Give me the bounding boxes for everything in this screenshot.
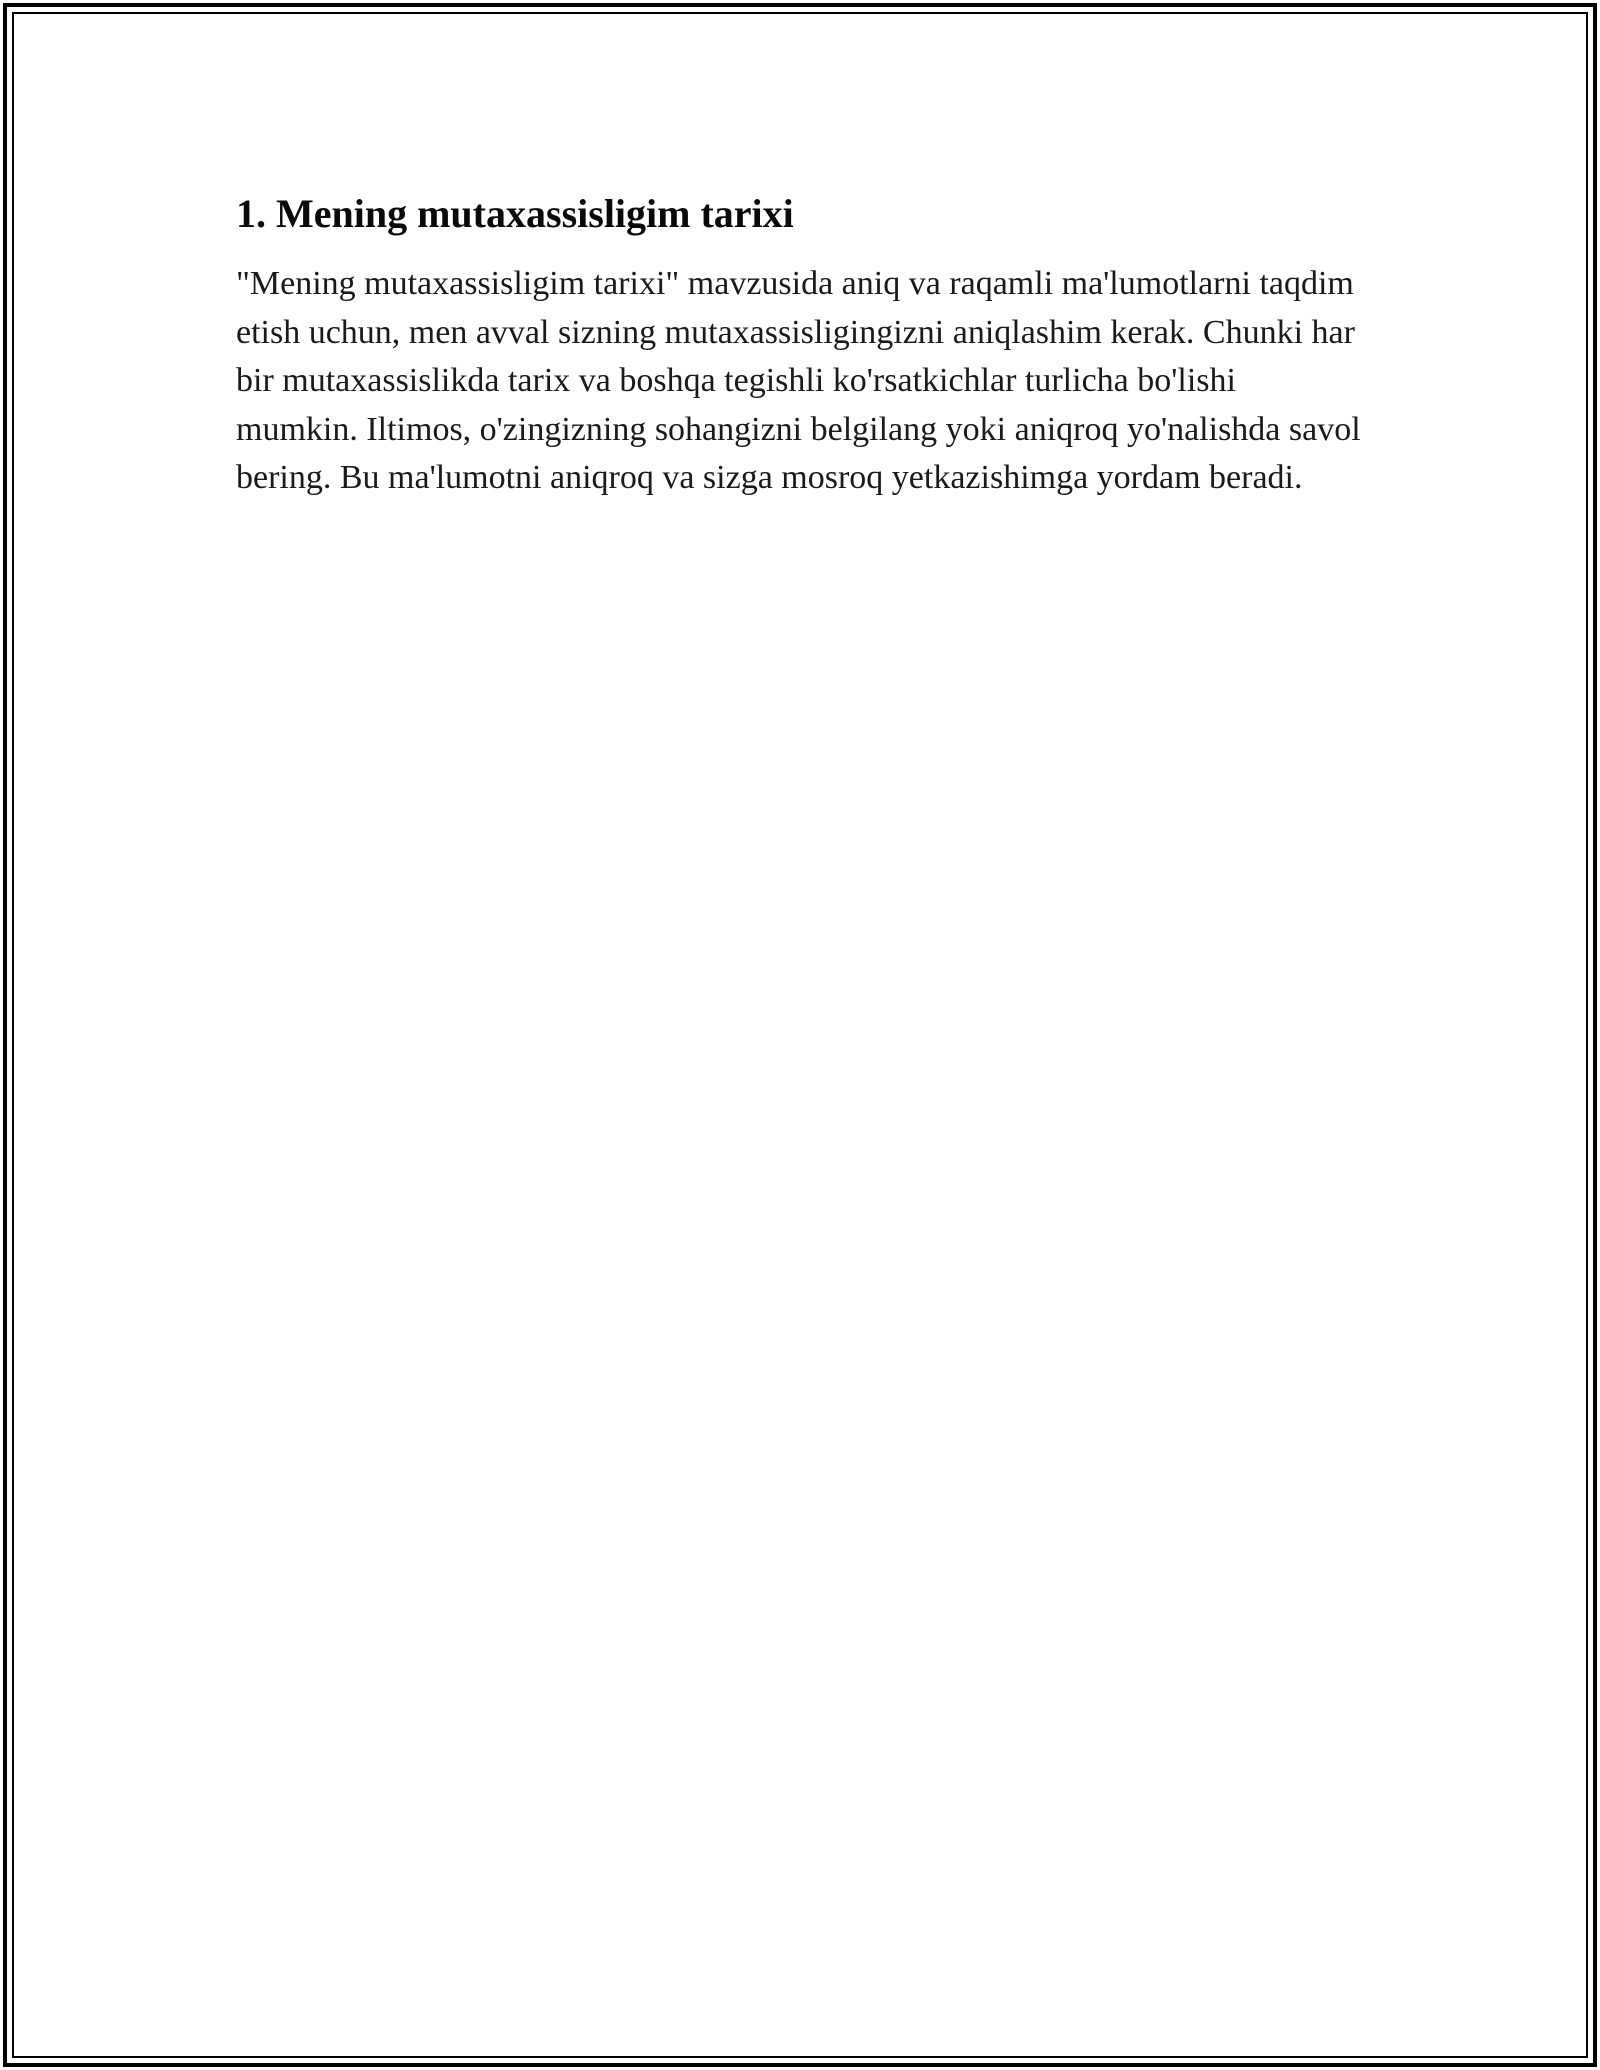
section-heading: 1. Mening mutaxassisligim tarixi: [236, 191, 794, 236]
document-content: [236, 186, 1366, 503]
section-paragraph: "Mening mutaxassisligim tarixi" mavzusida aniq va raqamli ma'lumotlarni taqdim etish uchun, men avval sizning mutaxassisligingizni aniqlashim kerak. Chunki har bir mutaxassislikda tarix va boshqa tegishli ko'rsatkichlar turlicha bo'lishi mumkin. Iltimos, o'zingizning sohangizni belgilang yoki aniqroq yo'nalishda savol bering. Bu ma'lumotni aniqroq va sizga mosroq yetkazishimga yordam beradi.: [236, 265, 1361, 496]
